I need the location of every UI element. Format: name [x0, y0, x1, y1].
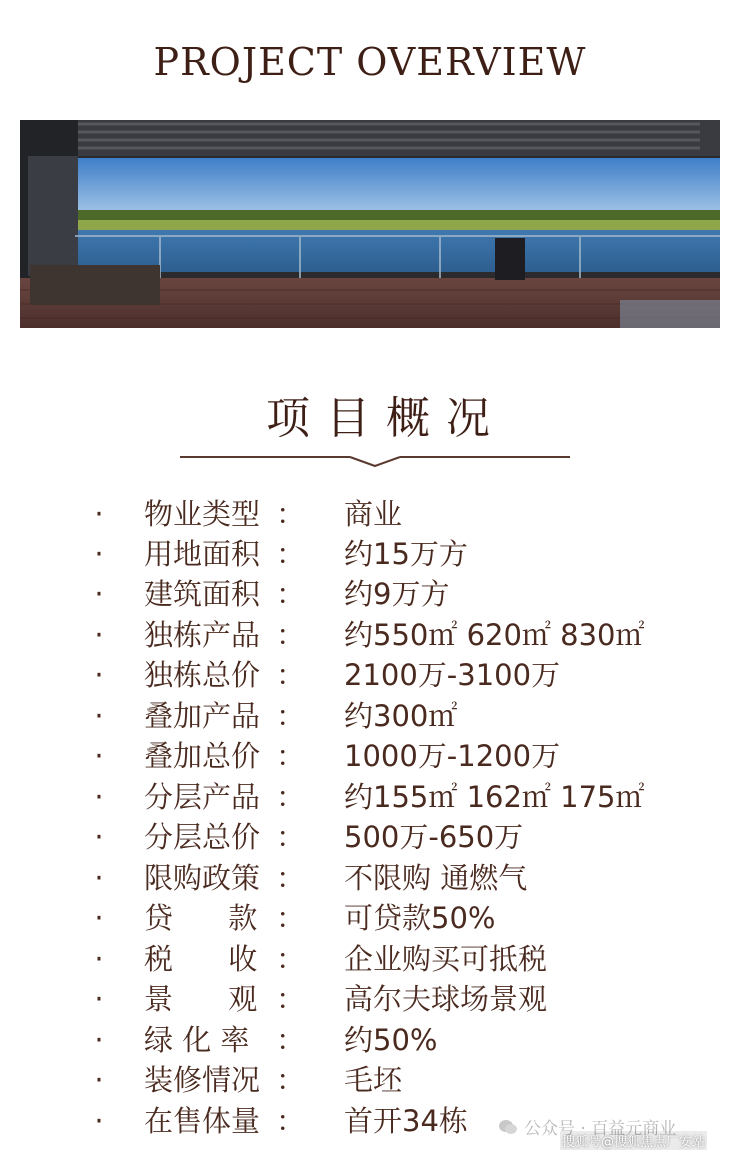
item-label: 贷 款 [144, 901, 258, 935]
bullet: · [94, 780, 104, 814]
bullet: · [94, 982, 104, 1016]
item-label: 分层总价 [144, 820, 261, 854]
list-item [0, 494, 740, 534]
list-item [0, 1060, 740, 1100]
list-item [0, 574, 740, 614]
bullet: · [94, 537, 104, 571]
title-divider [180, 452, 570, 468]
item-colon: ： [276, 699, 306, 733]
item-colon: ： [276, 780, 306, 814]
item-value: 首开34栋 [344, 1104, 468, 1138]
item-label: 叠加产品 [144, 699, 261, 733]
list-item [0, 615, 740, 655]
item-colon: ： [276, 577, 306, 611]
item-label: 限购政策 [144, 861, 261, 895]
bullet: · [94, 658, 104, 692]
bullet: · [94, 861, 104, 895]
item-colon: ： [276, 820, 306, 854]
bullet: · [94, 901, 104, 935]
item-value: 商业 [344, 497, 403, 531]
list-item [0, 979, 740, 1019]
list-item [0, 777, 740, 817]
item-label: 物业类型 [144, 497, 261, 531]
item-colon: ： [276, 861, 306, 895]
item-label: 税 收 [144, 942, 258, 976]
hero-photo-terrace-golf-view [20, 120, 720, 328]
bullet: · [94, 618, 104, 652]
section-title-cn: 项目概况 [266, 393, 506, 444]
item-value: 约50% [344, 1023, 438, 1057]
item-value: 约300㎡ [344, 699, 458, 733]
item-label: 景 观 [144, 982, 258, 1016]
bullet: · [94, 1023, 104, 1057]
bullet: · [94, 699, 104, 733]
list-item [0, 1020, 740, 1060]
item-colon: ： [276, 982, 306, 1016]
item-value: 高尔夫球场景观 [344, 982, 548, 1016]
item-value: 约155㎡ 162㎡ 175㎡ [344, 780, 645, 814]
bullet: · [94, 1063, 104, 1097]
list-item [0, 696, 740, 736]
item-label: 用地面积 [144, 537, 261, 571]
item-value: 企业购买可抵税 [344, 942, 548, 976]
list-item [0, 817, 740, 857]
item-value: 1000万-1200万 [344, 739, 561, 773]
item-colon: ： [276, 901, 306, 935]
item-value: 约9万方 [344, 577, 450, 611]
item-value: 约550㎡ 620㎡ 830㎡ [344, 618, 645, 652]
item-colon: ： [276, 658, 306, 692]
item-colon: ： [276, 1023, 306, 1057]
item-value: 不限购 通燃气 [344, 861, 528, 895]
item-label: 装修情况 [144, 1063, 261, 1097]
item-label: 建筑面积 [144, 577, 261, 611]
list-item [0, 655, 740, 695]
page-title-en: PROJECT OVERVIEW [153, 40, 587, 84]
item-colon: ： [276, 1104, 306, 1138]
item-colon: ： [276, 537, 306, 571]
item-value: 500万-650万 [344, 820, 524, 854]
wechat-icon [498, 1119, 518, 1140]
bullet: · [94, 739, 104, 773]
item-value: 可贷款50% [344, 901, 496, 935]
item-label: 叠加总价 [144, 739, 261, 773]
item-label: 分层产品 [144, 780, 261, 814]
item-value: 约15万方 [344, 537, 468, 571]
bullet: · [94, 577, 104, 611]
list-item [0, 736, 740, 776]
item-label: 独栋产品 [144, 618, 261, 652]
source-credit: 搜狐号@搜狐焦点厂安站 [560, 1131, 707, 1150]
item-colon: ： [276, 618, 306, 652]
bullet: · [94, 497, 104, 531]
bullet: · [94, 820, 104, 854]
list-item [0, 534, 740, 574]
item-label: 独栋总价 [144, 658, 261, 692]
list-item [0, 939, 740, 979]
item-colon: ： [276, 942, 306, 976]
bullet: · [94, 1104, 104, 1138]
bullet: · [94, 942, 104, 976]
item-value: 毛坯 [344, 1063, 403, 1097]
watermark-text: 公众号 · 百益元商业 [524, 1119, 677, 1139]
item-value: 2100万-3100万 [344, 658, 561, 692]
list-item [0, 858, 740, 898]
item-colon: ： [276, 739, 306, 773]
item-label: 在售体量 [144, 1104, 261, 1138]
item-colon: ： [276, 1063, 306, 1097]
list-item [0, 898, 740, 938]
item-colon: ： [276, 497, 306, 531]
item-label: 绿 化 率 [144, 1023, 250, 1057]
